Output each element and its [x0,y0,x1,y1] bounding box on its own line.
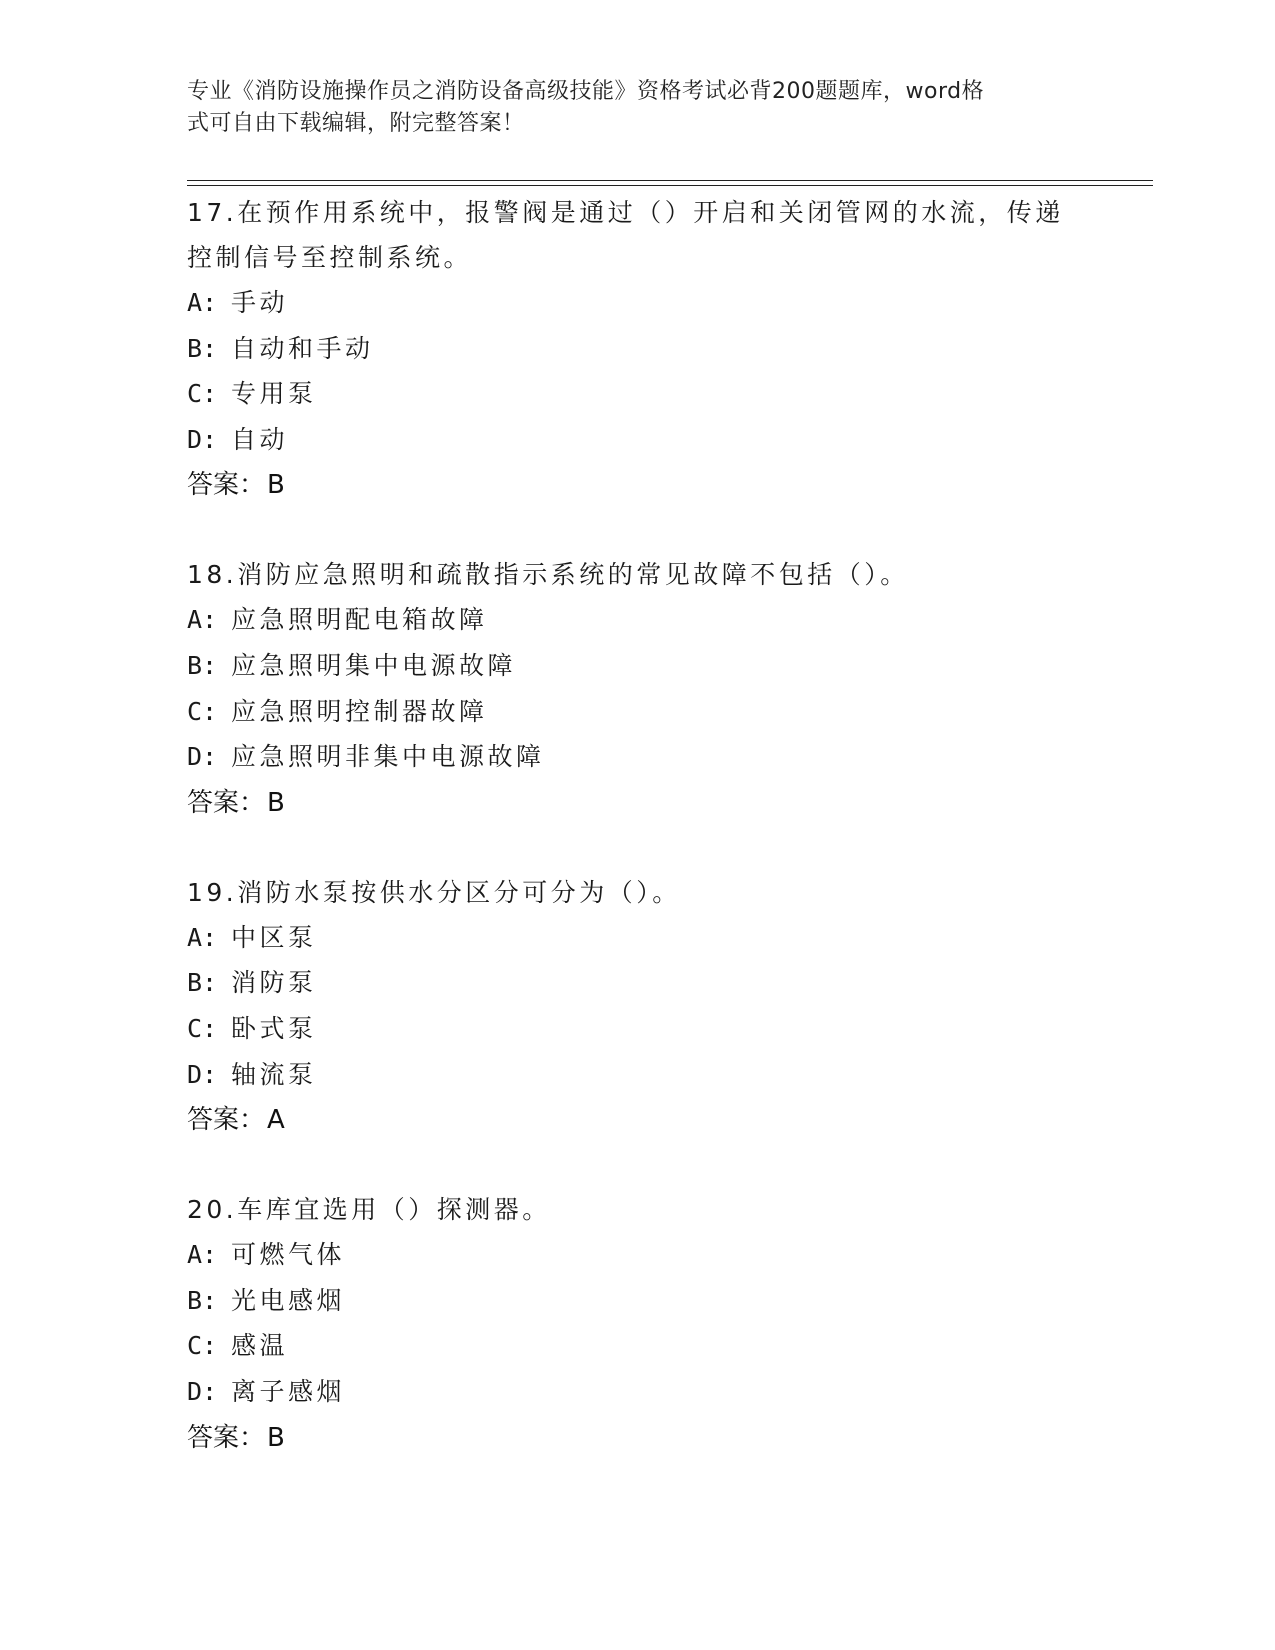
answer-line [187,1415,1087,1461]
answer-label: 答案： [187,787,266,818]
option-text: 应急照明控制器故障 [231,696,488,726]
question-stem-continued: 控制信号至控制系统。 [187,243,473,272]
option-letter: B: [187,650,218,680]
option-text: 手动 [231,288,289,317]
option-letter: C: [187,1013,218,1043]
answer-label: 答案： [187,1105,266,1136]
question-20 [187,1187,1087,1460]
option-b [187,643,1087,689]
answer-line [187,462,1087,508]
option-text: 应急照明集中电源故障 [231,650,517,680]
option-text: 应急照明非集中电源故障 [231,742,545,772]
option-b [187,326,1087,372]
question-19 [187,870,1087,1143]
answer-line [187,780,1087,826]
option-text: 中区泵 [231,922,317,952]
option-text: 感温 [231,1331,289,1361]
option-d [187,1052,1087,1098]
option-letter: D: [187,424,218,454]
option-letter: C: [187,696,218,726]
question-17 [187,190,1087,508]
option-d [187,734,1087,780]
answer-label: 答案： [187,1422,266,1453]
document-header [187,76,1087,140]
question-stem: 17.在预作用系统中，报警阀是通过（）开启和关闭管网的水流，传递 [187,198,1064,227]
option-text: 光电感烟 [231,1285,346,1315]
option-letter: A: [187,605,218,635]
option-letter: D: [187,1059,218,1089]
header-divider-bottom [187,185,1153,186]
option-d [187,1369,1087,1415]
option-letter: B: [187,968,218,998]
option-text: 应急照明配电箱故障 [231,605,488,635]
option-text: 自动和手动 [231,333,374,363]
option-text: 可燃气体 [231,1240,346,1270]
option-b [187,1278,1087,1324]
option-letter: A: [187,1240,218,1270]
option-letter: D: [187,742,218,772]
answer-value: B [267,470,285,501]
question-stem: 20.车库宜选用（）探测器。 [187,1195,551,1225]
option-text: 专用泵 [231,379,317,409]
option-text: 卧式泵 [231,1013,317,1043]
answer-value: B [267,787,285,818]
option-a [187,597,1087,643]
option-c [187,689,1087,735]
question-18 [187,552,1087,825]
option-letter: C: [187,1331,218,1361]
option-text: 自动 [231,424,289,454]
option-c [187,1006,1087,1052]
header-line-2: 式可自由下载编辑，附完整答案！ [187,111,525,136]
option-letter: D: [187,1376,218,1406]
option-b [187,960,1087,1006]
option-text: 离子感烟 [231,1376,346,1406]
answer-label: 答案： [187,470,266,501]
answer-line [187,1097,1087,1143]
option-d [187,417,1087,463]
option-letter: A: [187,288,218,317]
option-letter: B: [187,333,218,363]
answer-value: A [267,1105,285,1136]
option-a [187,1232,1087,1278]
option-a [187,280,1087,326]
question-list [187,190,1087,1505]
option-c [187,371,1087,417]
header-line-1: 专业《消防设施操作员之消防设备高级技能》资格考试必背200题题库，word格 [187,79,985,104]
question-stem: 19.消防水泵按供水分区分可分为（）。 [187,877,681,907]
option-a [187,915,1087,961]
question-stem: 18.消防应急照明和疏散指示系统的常见故障不包括（）。 [187,560,909,590]
option-text: 轴流泵 [231,1059,317,1089]
option-c [187,1323,1087,1369]
answer-value: B [267,1422,285,1453]
option-letter: A: [187,922,218,952]
option-text: 消防泵 [231,968,317,998]
header-divider-top [187,180,1153,181]
option-letter: B: [187,1285,218,1315]
option-letter: C: [187,379,218,409]
